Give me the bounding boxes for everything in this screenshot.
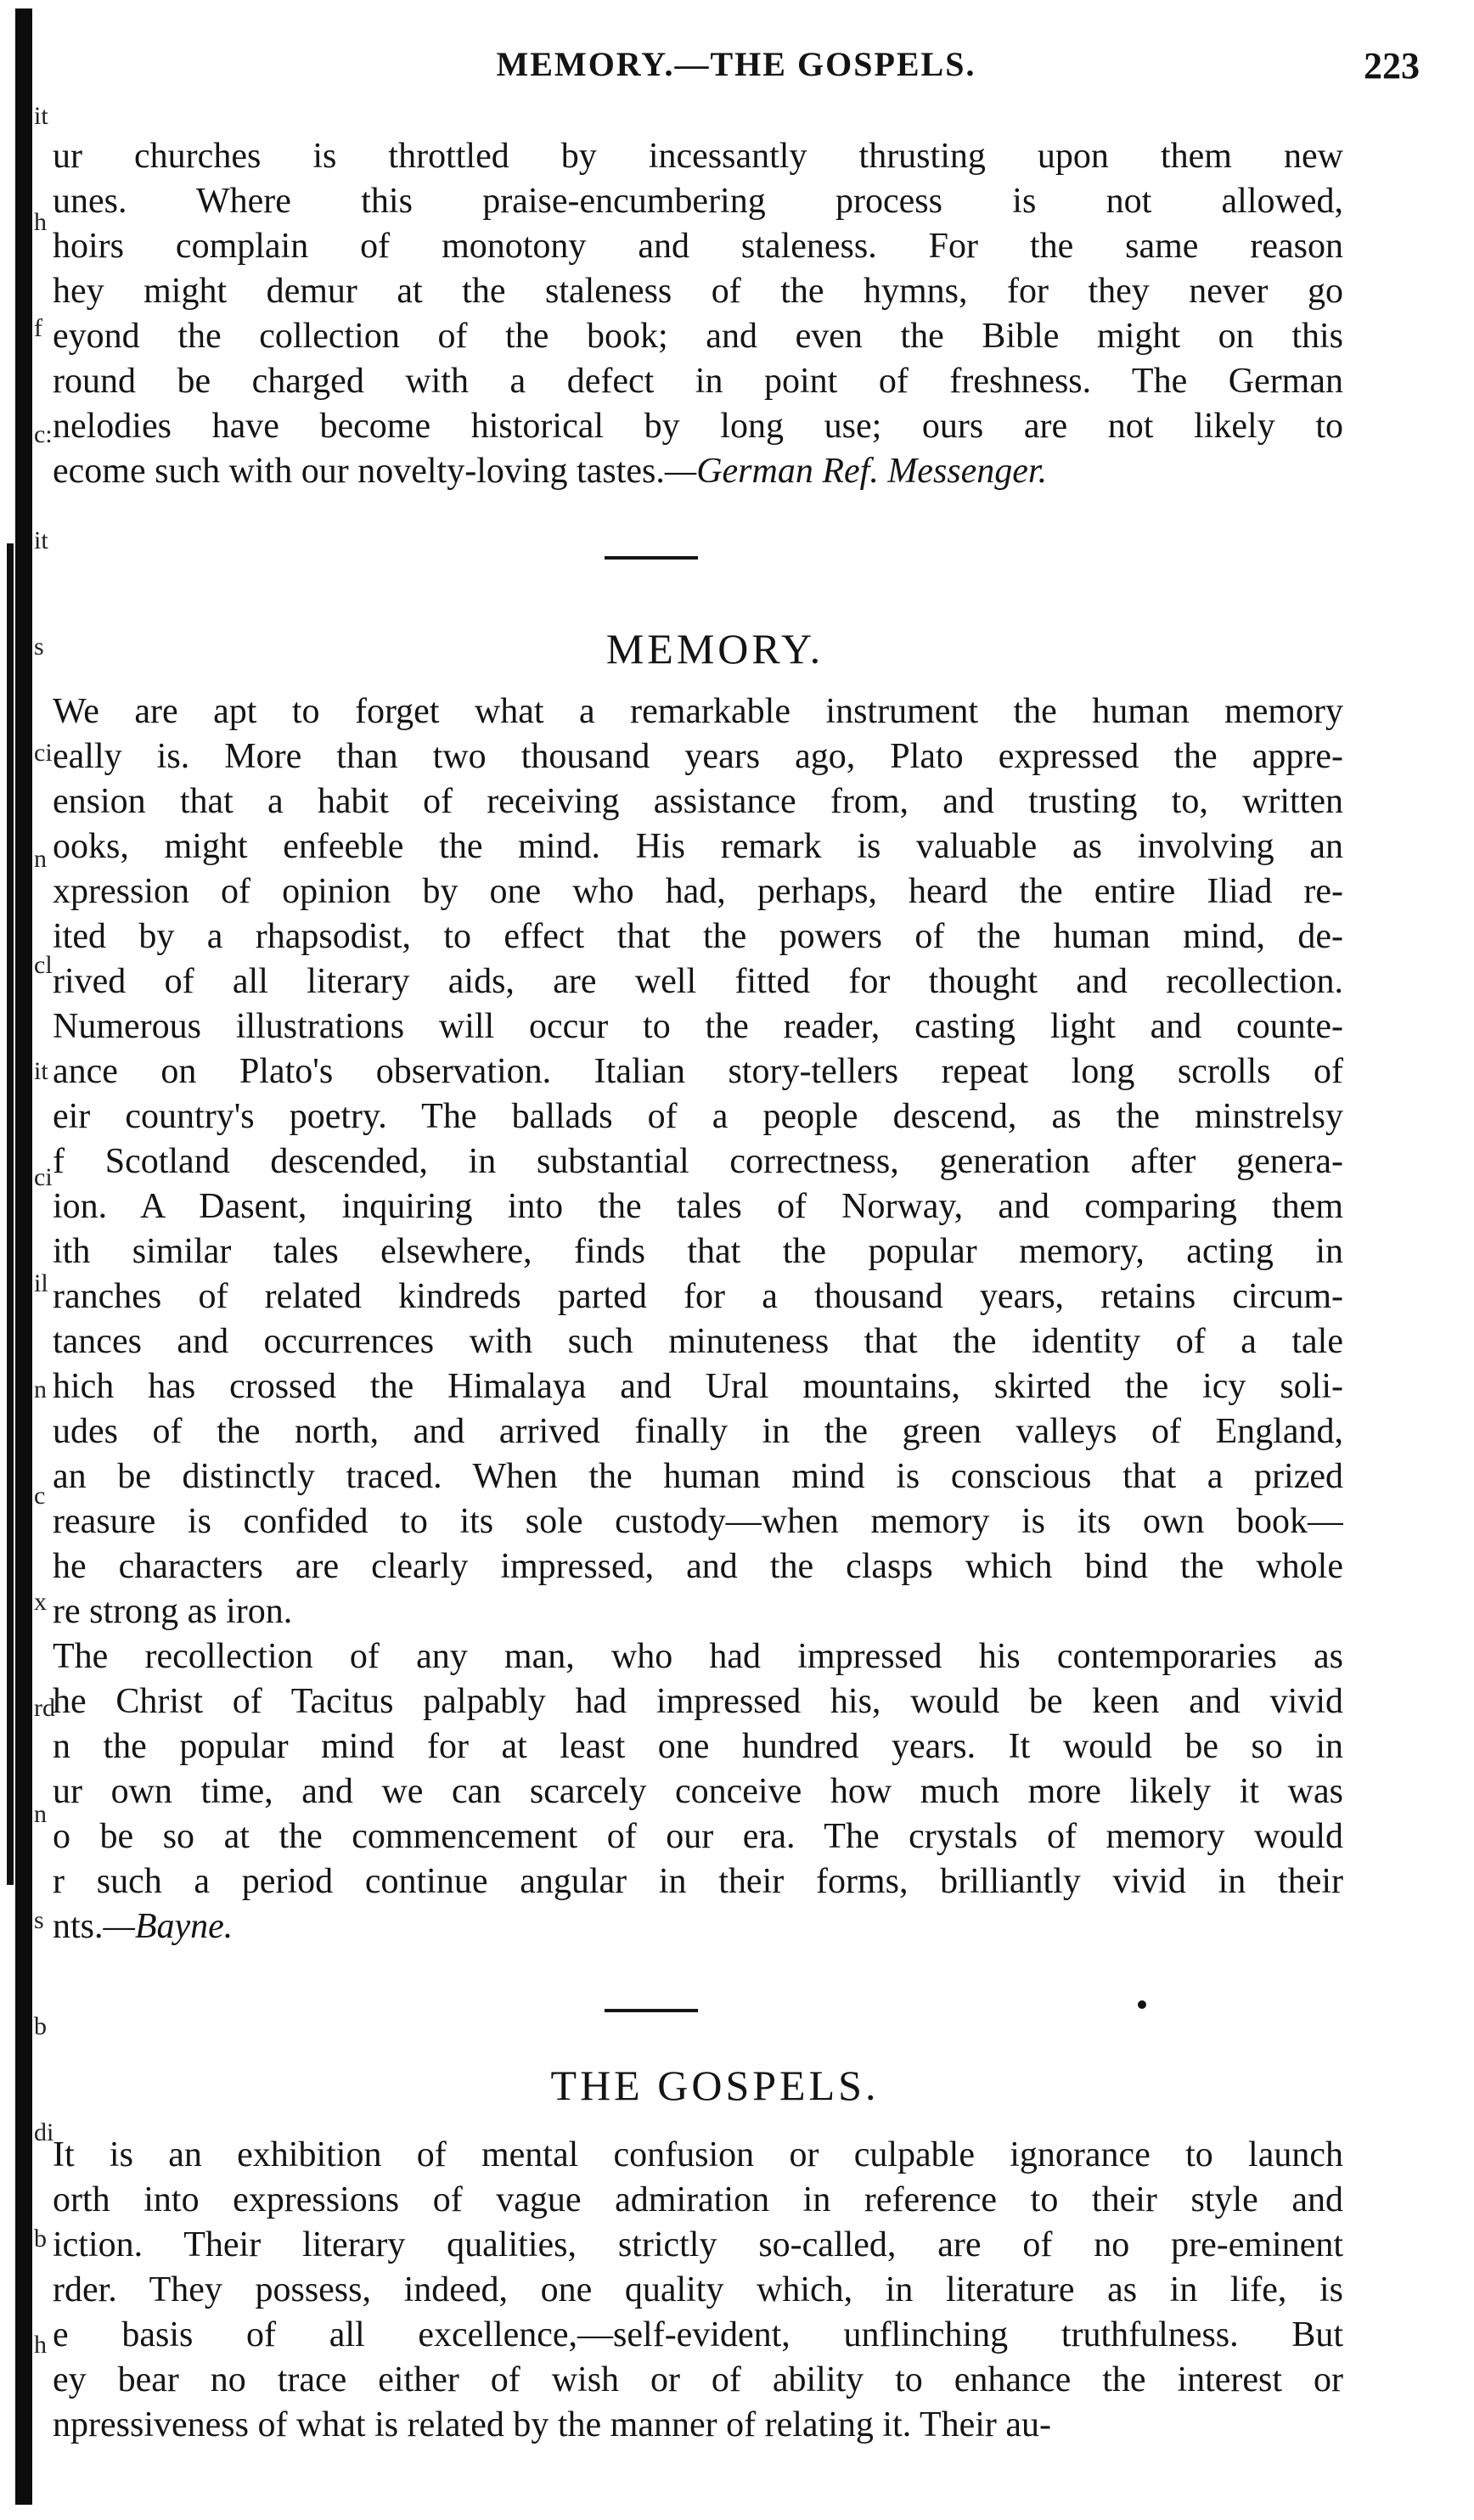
binding-fragment: c: [34, 420, 53, 448]
text-line [53, 1499, 1343, 1544]
text-line-content: an be distinctly traced. When the human mind is conscious that a prized [53, 1457, 1343, 1496]
text-line [53, 1094, 1343, 1139]
binding-fragment: b [34, 2225, 47, 2253]
text-line [53, 2223, 1343, 2268]
attribution: —Bayne. [103, 1907, 233, 1946]
text-line [53, 1589, 1343, 1634]
text-line-content: ension that a habit of receiving assistance from, and trusting to, written [53, 782, 1343, 821]
text-line-content: unes. Where this praise-encumbering process is not allowed, [53, 182, 1343, 221]
ink-fleck [1138, 2000, 1146, 2009]
text-line [53, 1004, 1343, 1049]
binding-fragment: cl [34, 951, 53, 979]
text-line-content: xpression of opinion by one who had, perhaps, heard the entire Iliad re- [53, 872, 1343, 911]
text-line-content: ion. A Dasent, inquiring into the tales of Norway, and comparing them [53, 1187, 1343, 1226]
binding-fragment: it [34, 1057, 48, 1085]
binding-fragment: rd [34, 1694, 55, 1722]
text-line-content: reasure is confided to its sole custody—when memory is its own book— [53, 1502, 1343, 1541]
text-line [53, 1904, 1343, 1949]
text-line-content: ur own time, and we can scarcely conceive how much more likely it was [53, 1772, 1343, 1811]
binding-fragment: b [34, 2012, 47, 2040]
text-line-content: r such a period continue angular in their forms, brilliantly vivid in their [53, 1862, 1343, 1901]
text-line [53, 1724, 1343, 1769]
text-line-content: Numerous illustrations will occur to the reader, casting light and counte- [53, 1007, 1343, 1046]
memory-paragraph-1 [53, 689, 1343, 1634]
text-line [53, 224, 1343, 269]
text-line [53, 914, 1343, 959]
text-line [53, 959, 1343, 1004]
binding-fragment: s [34, 633, 44, 661]
text-line [53, 2403, 1343, 2448]
text-line [53, 1409, 1343, 1454]
text-line-content: f Scotland descended, in substantial correctness, generation after genera- [53, 1142, 1343, 1181]
text-line [53, 1364, 1343, 1409]
text-line [53, 1454, 1343, 1499]
text-line [53, 1319, 1343, 1364]
binding-fragment: ci [34, 739, 53, 767]
text-line [53, 2313, 1343, 2358]
text-line-content: rived of all literary aids, are well fitted for thought and recollection. [53, 962, 1343, 1001]
text-line-content: round be charged with a defect in point of freshness. The German [53, 362, 1343, 401]
attribution: —German Ref. Messenger. [664, 452, 1048, 491]
text-line [53, 1229, 1343, 1274]
binding-fragment: di [34, 2118, 54, 2146]
text-line [53, 2133, 1343, 2178]
text-line [53, 2358, 1343, 2403]
page-number: 223 [1364, 45, 1420, 87]
binding-fragment: ci [34, 1163, 53, 1191]
text-line-content: We are apt to forget what a remarkable instrument the human memory [53, 692, 1343, 731]
text-line-content: ecome such with our novelty-loving tastes. [53, 452, 665, 491]
binding-fragment: il [34, 1269, 48, 1297]
binding-fragment: x [34, 1588, 47, 1616]
text-line-content: npressiveness of what is related by the manner of relating it. Their au- [53, 2405, 1052, 2444]
text-line [53, 689, 1343, 734]
text-line [53, 1814, 1343, 1859]
text-line-content: ited by a rhapsodist, to effect that the powers of the human mind, de- [53, 917, 1343, 956]
page [53, 0, 1445, 2520]
text-line [53, 1049, 1343, 1094]
text-line [53, 1634, 1343, 1679]
text-line [53, 269, 1343, 314]
section-title-gospels: THE GOSPELS. [550, 2062, 880, 2109]
binding-fragment: s [34, 1906, 44, 1934]
text-line-content: e basis of all excellence,—self-evident, unflinching truthfulness. But [53, 2315, 1343, 2354]
text-line [53, 824, 1343, 869]
text-line-content: tances and occurrences with such minuteness that the identity of a tale [53, 1322, 1343, 1361]
binding-fragment: n [34, 845, 47, 873]
text-line-content: ooks, might enfeeble the mind. His remark is valuable as involving an [53, 827, 1343, 866]
text-line-content: ur churches is throttled by incessantly thrusting upon them new [53, 137, 1343, 176]
running-head: MEMORY.—THE GOSPELS. [496, 45, 976, 83]
text-line [53, 134, 1343, 179]
book-binding-edge [0, 0, 53, 2520]
text-line [53, 779, 1343, 824]
text-line-content: nelodies have become historical by long use; ours are not likely to [53, 407, 1343, 446]
binding-fragment: h [34, 2331, 47, 2359]
text-line [53, 734, 1343, 779]
text-line-content: ey bear no trace either of wish or of ability to enhance the interest or [53, 2360, 1343, 2399]
text-line [53, 1139, 1343, 1184]
text-line-content: ith similar tales elsewhere, finds that the popular memory, acting in [53, 1232, 1343, 1271]
text-line-content: ranches of related kindreds parted for a thousand years, retains circum- [53, 1277, 1343, 1316]
text-line [53, 179, 1343, 224]
text-line-content: ance on Plato's observation. Italian story-tellers repeat long scrolls of [53, 1052, 1343, 1091]
text-line-content: hich has crossed the Himalaya and Ural mountains, skirted the icy soli- [53, 1367, 1343, 1406]
text-line [53, 359, 1343, 404]
binding-fragment: f [34, 314, 42, 342]
text-line-content: eally is. More than two thousand years ago, Plato expressed the appre- [53, 737, 1343, 776]
binding-fragment: h [34, 208, 47, 236]
binding-fragment: c [34, 1482, 46, 1510]
memory-paragraph-2 [53, 1634, 1343, 1949]
text-line-content: udes of the north, and arrived finally in the green valleys of England, [53, 1412, 1343, 1451]
text-line-content: hey might demur at the staleness of the hymns, for they never go [53, 272, 1343, 311]
binding-shadow-inner [7, 543, 14, 1885]
binding-fragment: it [34, 526, 48, 554]
text-line-content: iction. Their literary qualities, strictly so-called, are of no pre-eminent [53, 2225, 1343, 2264]
text-line-content: hoirs complain of monotony and staleness. For the same reason [53, 227, 1343, 266]
text-line [53, 1679, 1343, 1724]
text-line [53, 869, 1343, 914]
text-line [53, 2268, 1343, 2313]
text-line [53, 449, 1343, 494]
text-line-content: orth into expressions of vague admiration in reference to their style and [53, 2180, 1343, 2219]
text-line-content: he Christ of Tacitus palpably had impressed his, would be keen and vivid [53, 1682, 1343, 1721]
gospels-paragraph [53, 2133, 1343, 2448]
section-divider [605, 2009, 698, 2012]
binding-fragment: n [34, 1375, 47, 1403]
text-line [53, 1274, 1343, 1319]
text-line-content: n the popular mind for at least one hundred years. It would be so in [53, 1727, 1343, 1766]
text-line [53, 1544, 1343, 1589]
text-line-content: o be so at the commencement of our era. The crystals of memory would [53, 1817, 1343, 1856]
page-header [53, 44, 1420, 95]
text-line [53, 1769, 1343, 1814]
text-line-content: nts. [53, 1907, 104, 1946]
text-line-content: eyond the collection of the book; and even the Bible might on this [53, 317, 1343, 356]
intro-paragraph [53, 134, 1343, 494]
text-line [53, 2178, 1343, 2223]
text-line-content: re strong as iron. [53, 1592, 293, 1631]
binding-fragment: n [34, 1800, 47, 1828]
text-line [53, 1859, 1343, 1904]
text-line-content: rder. They possess, indeed, one quality which, in literature as in life, is [53, 2270, 1343, 2309]
binding-fragment: it [34, 102, 48, 130]
text-line [53, 314, 1343, 359]
section-title-memory: MEMORY. [605, 625, 824, 672]
text-line [53, 1184, 1343, 1229]
text-line-content: It is an exhibition of mental confusion or culpable ignorance to launch [53, 2135, 1343, 2174]
binding-shadow [15, 8, 32, 2505]
text-line-content: The recollection of any man, who had impressed his contemporaries as [53, 1637, 1343, 1676]
text-line-content: he characters are clearly impressed, and the clasps which bind the whole [53, 1547, 1343, 1586]
section-divider [605, 556, 698, 560]
text-line-content: eir country's poetry. The ballads of a people descend, as the minstrelsy [53, 1097, 1343, 1136]
text-line [53, 404, 1343, 449]
